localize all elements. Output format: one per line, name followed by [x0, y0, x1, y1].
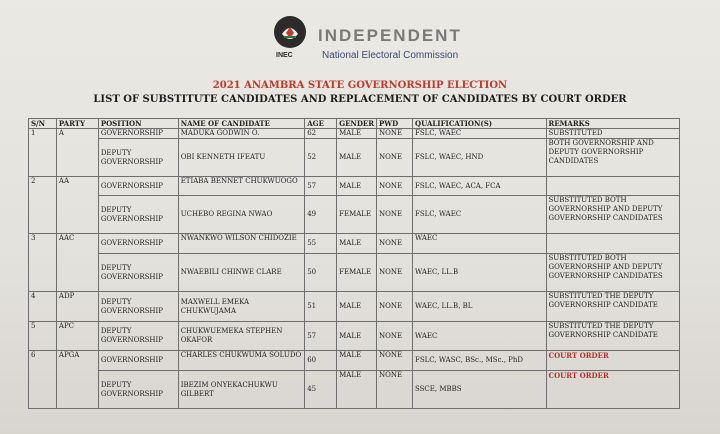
table-row	[29, 234, 680, 254]
cell-position: GOVERNORSHIP	[98, 129, 178, 139]
cell-qualifications: FSLC, WAEC	[412, 196, 546, 234]
cell-pwd: NONE	[377, 254, 413, 292]
cell-pwd: NONE	[377, 351, 413, 371]
document-subtitle: LIST OF SUBSTITUTE CANDIDATES AND REPLACEMENT OF CANDIDATES BY COURT ORDER	[93, 94, 627, 105]
org-subtitle: National Electoral Commission	[322, 50, 459, 61]
cell-party: APC	[56, 322, 98, 351]
org-title: INDEPENDENT	[318, 26, 462, 45]
cell-remarks	[546, 234, 679, 254]
cell-remarks: BOTH GOVERNORSHIP AND DEPUTY GOVERNORSHIP CANDIDATES	[546, 139, 679, 177]
cell-position: DEPUTY GOVERNORSHIP	[98, 254, 178, 292]
cell-remarks: SUBSTITUTED BOTH GOVERNORSHIP AND DEPUTY GOVERNORSHIP CANDIDATES	[546, 254, 679, 292]
cell-gender: MALE	[337, 292, 377, 322]
header-age: AGE	[305, 119, 337, 129]
cell-sn: 5	[29, 322, 57, 351]
cell-remarks: SUBSTITUTED BOTH GOVERNORSHIP AND DEPUTY GOVERNORSHIP CANDIDATES	[546, 196, 679, 234]
cell-pwd: NONE	[377, 196, 413, 234]
cell-gender: MALE	[337, 371, 377, 409]
cell-age: 62	[305, 129, 337, 139]
cell-sn: 3	[29, 234, 57, 292]
candidates-table	[28, 118, 680, 409]
cell-gender: FEMALE	[337, 254, 377, 292]
cell-pwd: NONE	[377, 322, 413, 351]
cell-gender: FEMALE	[337, 196, 377, 234]
cell-position: DEPUTY GOVERNORSHIP	[98, 322, 178, 351]
header-pwd: PWD	[377, 119, 413, 129]
cell-position: DEPUTY GOVERNORSHIP	[98, 139, 178, 177]
cell-pwd: NONE	[377, 177, 413, 196]
table-row	[29, 139, 680, 177]
cell-position: DEPUTY GOVERNORSHIP	[98, 196, 178, 234]
inec-emblem-icon	[272, 14, 308, 50]
cell-pwd: NONE	[377, 129, 413, 139]
cell-qualifications: FSLC, WAEC	[412, 129, 546, 139]
cell-name: CHARLES CHUKWUMA SOLUDO	[178, 351, 305, 371]
cell-party: A	[56, 129, 98, 177]
header-sn: S/N	[29, 119, 57, 129]
cell-pwd: NONE	[377, 371, 413, 409]
header-party: PARTY	[56, 119, 98, 129]
cell-qualifications: WAEC, LL.B	[412, 254, 546, 292]
cell-pwd: NONE	[377, 292, 413, 322]
logo-text: INEC	[276, 52, 293, 59]
cell-age: 52	[305, 139, 337, 177]
cell-qualifications: SSCE, MBBS	[412, 371, 546, 409]
cell-gender: MALE	[337, 234, 377, 254]
cell-sn: 6	[29, 351, 57, 409]
cell-remarks	[546, 177, 679, 196]
cell-remarks: COURT ORDER	[546, 371, 679, 409]
cell-qualifications: FSLC, WASC, BSc., MSc., PhD	[412, 351, 546, 371]
table-row	[29, 177, 680, 196]
cell-name: MAXWELL EMEKA CHUKWUJAMA	[178, 292, 305, 322]
cell-name: CHUKWUEMEKA STEPHEN OKAFOR	[178, 322, 305, 351]
table-row	[29, 371, 680, 409]
cell-remarks: SUBSTITUTED THE DEPUTY GOVERNORSHIP CANDIDATE	[546, 292, 679, 322]
cell-qualifications: WAEC	[412, 322, 546, 351]
cell-age: 60	[305, 351, 337, 371]
cell-age: 50	[305, 254, 337, 292]
cell-sn: 2	[29, 177, 57, 234]
cell-remarks: SUBSTITUTED	[546, 129, 679, 139]
cell-age: 55	[305, 234, 337, 254]
table-row	[29, 292, 680, 322]
cell-name: NWANKWO WILSON CHIDOZIE	[178, 234, 305, 254]
table-row	[29, 254, 680, 292]
cell-remarks: COURT ORDER	[546, 351, 679, 371]
cell-gender: MALE	[337, 177, 377, 196]
table-row	[29, 322, 680, 351]
header-position: POSITION	[98, 119, 178, 129]
cell-position: GOVERNORSHIP	[98, 351, 178, 371]
cell-name: MADUKA GODWIN O.	[178, 129, 305, 139]
cell-gender: MALE	[337, 139, 377, 177]
cell-position: DEPUTY GOVERNORSHIP	[98, 371, 178, 409]
table-row	[29, 129, 680, 139]
cell-age: 57	[305, 322, 337, 351]
cell-name: OBI KENNETH IFEATU	[178, 139, 305, 177]
cell-gender: MALE	[337, 129, 377, 139]
cell-party: APGA	[56, 351, 98, 409]
cell-party: AAC	[56, 234, 98, 292]
cell-pwd: NONE	[377, 139, 413, 177]
header-gender: GENDER	[337, 119, 377, 129]
table-row	[29, 196, 680, 234]
document-title: 2021 ANAMBRA STATE GOVERNORSHIP ELECTION	[212, 80, 508, 91]
cell-position: GOVERNORSHIP	[98, 177, 178, 196]
cell-party: ADP	[56, 292, 98, 322]
cell-qualifications: FSLC, WAEC, ACA, FCA	[412, 177, 546, 196]
cell-age: 51	[305, 292, 337, 322]
cell-qualifications: WAEC	[412, 234, 546, 254]
cell-remarks: SUBSTITUTED THE DEPUTY GOVERNORSHIP CANDIDATE	[546, 322, 679, 351]
cell-name: IBEZIM ONYEKACHUKWU GILBERT	[178, 371, 305, 409]
cell-party: AA	[56, 177, 98, 234]
cell-position: DEPUTY GOVERNORSHIP	[98, 292, 178, 322]
cell-gender: MALE	[337, 351, 377, 371]
cell-qualifications: FSLC, WAEC, HND	[412, 139, 546, 177]
header-name: NAME OF CANDIDATE	[178, 119, 305, 129]
cell-name: UCHEBO REGINA NWAO	[178, 196, 305, 234]
cell-age: 57	[305, 177, 337, 196]
header-remarks: REMARKS	[546, 119, 679, 129]
table-row	[29, 351, 680, 371]
table-header-row	[29, 119, 680, 129]
cell-age: 49	[305, 196, 337, 234]
cell-name: ETIABA BENNET CHUKWUOGO	[178, 177, 305, 196]
cell-sn: 4	[29, 292, 57, 322]
cell-name: NWAEBILI CHINWE CLARE	[178, 254, 305, 292]
header-qualifications: QUALIFICATION(S)	[412, 119, 546, 129]
cell-qualifications: WAEC, LL.B, BL	[412, 292, 546, 322]
cell-gender: MALE	[337, 322, 377, 351]
cell-position: GOVERNORSHIP	[98, 234, 178, 254]
cell-pwd: NONE	[377, 234, 413, 254]
cell-sn: 1	[29, 129, 57, 177]
cell-age: 45	[305, 371, 337, 409]
